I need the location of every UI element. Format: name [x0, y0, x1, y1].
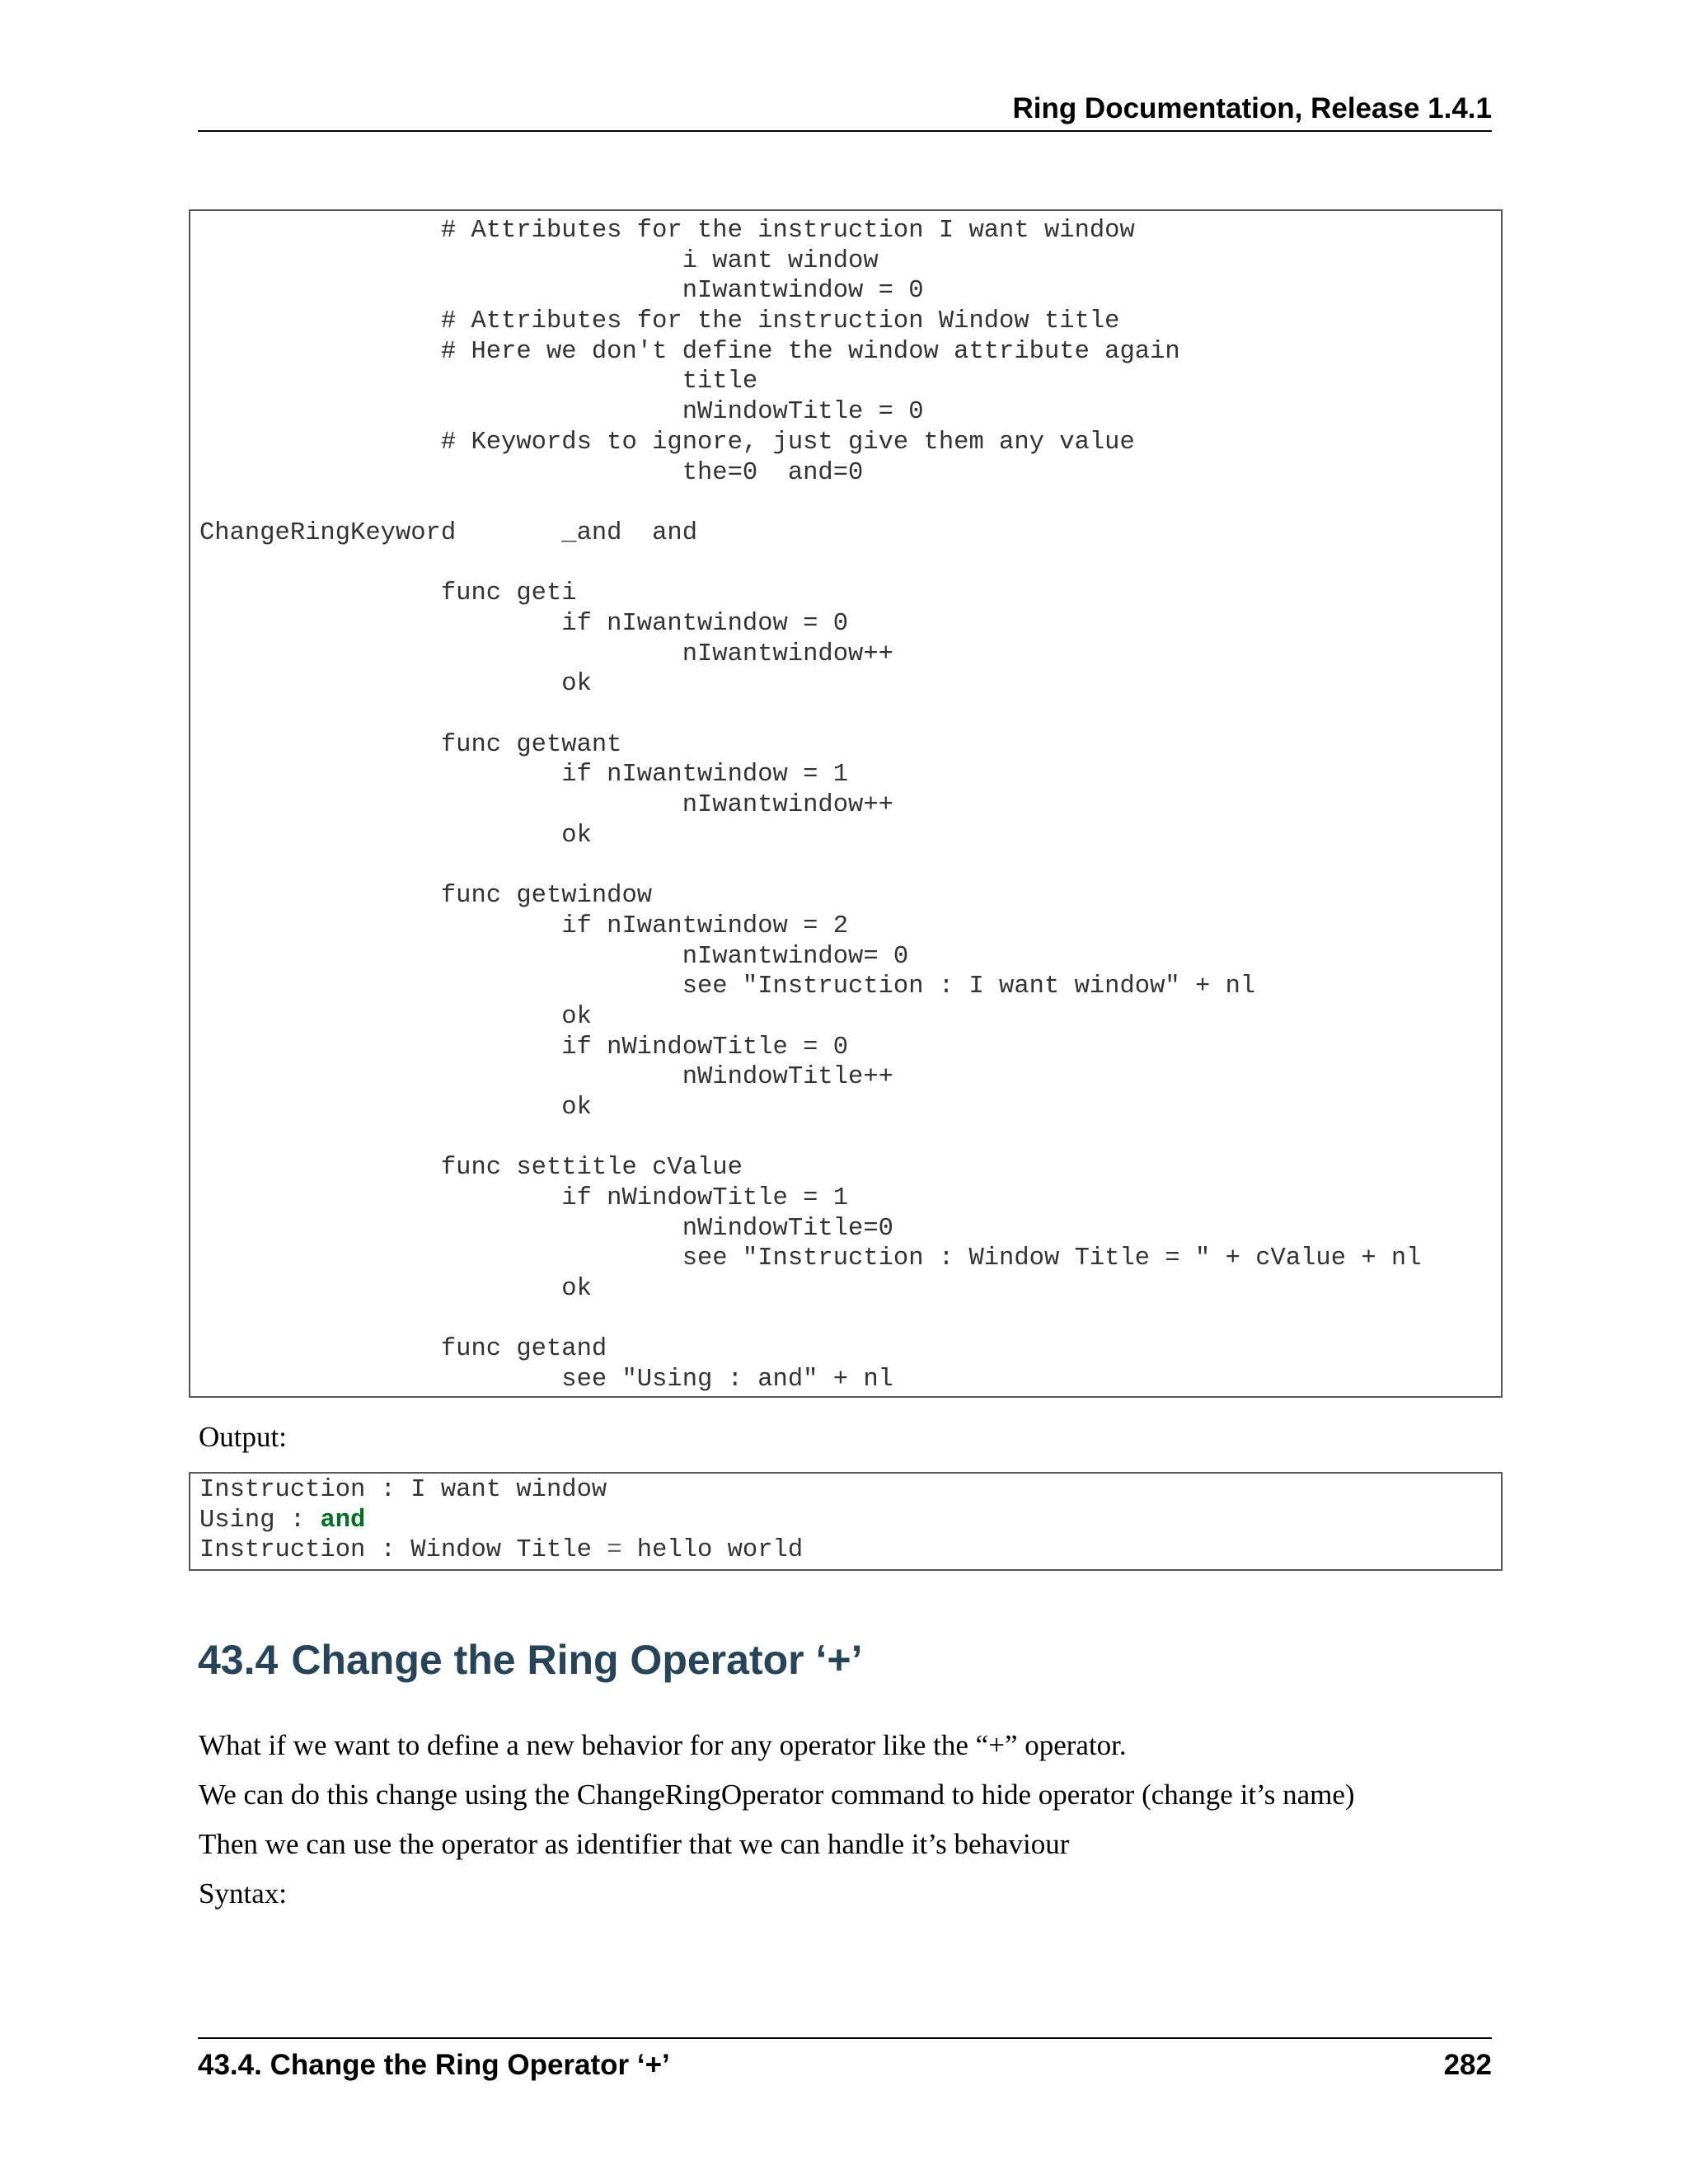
output-code-block: [189, 1472, 1503, 1571]
code-line: i want window: [199, 246, 879, 275]
output-text: Using :: [199, 1506, 321, 1535]
output-line: Instruction : I want window: [199, 1476, 607, 1504]
paragraph: What if we want to define a new behavior for any operator like the “+” operator.: [199, 1729, 1127, 1761]
code-line: [199, 851, 1501, 881]
operator-equals: =: [607, 1536, 622, 1565]
section-title-text: Change the Ring Operator ‘+’: [291, 1637, 863, 1683]
code-line: func getwant: [199, 730, 622, 759]
section-heading: [198, 1636, 862, 1684]
code-line: if nIwantwindow = 1: [199, 761, 849, 790]
code-line: func settitle cValue: [199, 1154, 743, 1183]
code-line: ok: [199, 670, 592, 699]
code-line: nWindowTitle=0: [199, 1214, 893, 1243]
output-label: Output:: [199, 1421, 287, 1453]
code-block: [189, 209, 1503, 1398]
code-line: [199, 549, 1501, 579]
code-line: func getand: [199, 1335, 607, 1364]
code-line: [199, 488, 1501, 518]
section-number: 43.4: [198, 1637, 279, 1683]
paragraph: We can do this change using the ChangeRingOperator command to hide operator (change it’s name): [199, 1779, 1355, 1811]
code-line: title: [199, 368, 758, 396]
output-text: hello world: [621, 1536, 804, 1565]
code-line: [199, 1123, 1501, 1154]
code-line: see "Using : and" + nl: [199, 1366, 893, 1394]
document-title: Ring Documentation, Release 1.4.1: [1012, 92, 1492, 124]
page-number: 282: [1443, 2049, 1492, 2081]
code-line: ChangeRingKeyword _and and: [199, 518, 697, 547]
code-line: nIwantwindow= 0: [199, 942, 909, 971]
code-line: the=0 and=0: [199, 458, 864, 487]
code-line: if nWindowTitle = 0: [199, 1033, 849, 1062]
code-line: if nIwantwindow = 0: [199, 609, 849, 638]
code-line: [199, 1305, 1501, 1335]
code-line: ok: [199, 1093, 592, 1122]
code-line: nWindowTitle++: [199, 1063, 893, 1092]
paragraph: Then we can use the operator as identifier that we can handle it’s behaviour: [199, 1828, 1070, 1860]
page-footer: [198, 2037, 1492, 2088]
code-line: nIwantwindow = 0: [199, 277, 924, 306]
output-text: Instruction : Window Title: [199, 1536, 607, 1565]
footer-section-title: 43.4. Change the Ring Operator ‘+’: [198, 2049, 670, 2081]
code-line: [199, 700, 1501, 730]
code-line: # Here we don't define the window attribute again: [199, 337, 1180, 366]
syntax-label: Syntax:: [199, 1877, 287, 1910]
code-line: see "Instruction : I want window" + nl: [199, 972, 1256, 1001]
code-line: nWindowTitle = 0: [199, 398, 924, 427]
output-line: [199, 1535, 1501, 1566]
code-line: # Keywords to ignore, just give them any value: [199, 428, 1135, 457]
code-line: if nIwantwindow = 2: [199, 912, 849, 940]
code-line: see "Instruction : Window Title = " + cValue + nl: [199, 1244, 1422, 1273]
code-line: nIwantwindow++: [199, 791, 893, 820]
code-line: func geti: [199, 579, 577, 608]
code-line: ok: [199, 821, 592, 850]
output-line: [199, 1506, 1501, 1536]
code-line: if nWindowTitle = 1: [199, 1184, 849, 1212]
code-line: nIwantwindow++: [199, 640, 893, 668]
code-line: # Attributes for the instruction Window title: [199, 307, 1120, 336]
keyword-and: and: [320, 1506, 366, 1535]
code-line: # Attributes for the instruction I want window: [199, 217, 1135, 245]
code-line: ok: [199, 1002, 592, 1031]
code-line: ok: [199, 1275, 592, 1304]
code-line: func getwindow: [199, 882, 653, 911]
page-header: [198, 89, 1492, 132]
